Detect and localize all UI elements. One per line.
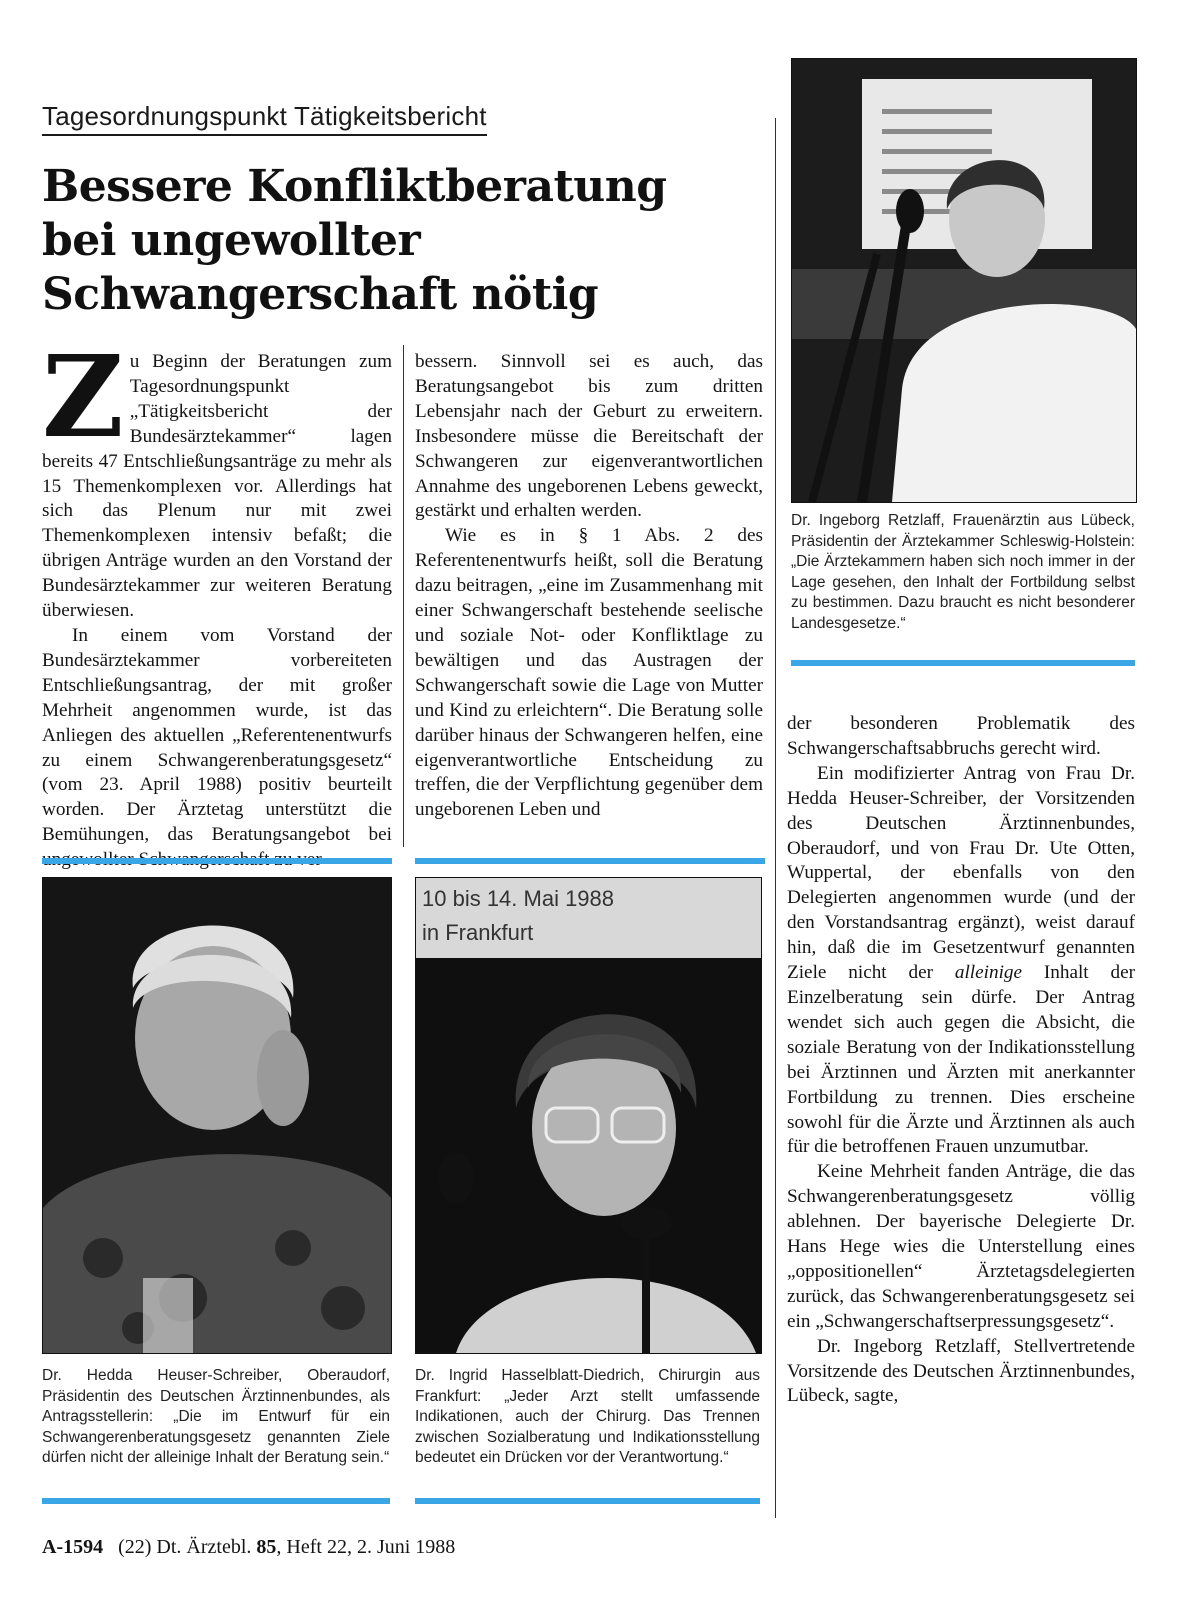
photo-hasselblatt-diedrich <box>415 877 762 1354</box>
caption-heuser-schreiber: Dr. Hedda Heuser-Schreiber, Oberaudorf, Präsidentin des Deutschen Ärztinnenbundes, als Antragsstellerin: „Die im Entwurf für ein Schwangerenberatungsgesetz genannten Ziele dürfen nicht der alleinige Inhalt der Beratung sein.“ <box>42 1367 390 1467</box>
footer-citation: (22) Dt. Ärztebl. <box>118 1536 257 1558</box>
page-number: A-1594 <box>42 1536 104 1558</box>
volume-number: 85 <box>256 1536 277 1558</box>
paragraph: u Beginn der Beratungen zum Tagesordnungspunkt „Tätigkeitsbericht der Bundesärztekammer“ lagen bereits 47 Entschließungsanträge zu mehr als 15 Themenkomplexen vor. Allerdings hat sich das Plenum nur mit zwei Themenkomplexen intensiv befaßt; die übrigen Anträge wurden an den Vorstand der Bundesärztekammer zur weiteren Beratung überwiesen. <box>42 351 392 622</box>
photo-retzlaff <box>791 58 1137 503</box>
article-column-3 <box>787 712 1135 1409</box>
headline-line-2: bei ungewollter <box>42 215 421 266</box>
emphasis: alleinige <box>954 962 1023 984</box>
column-divider <box>775 118 776 1518</box>
caption-retzlaff: Dr. Ingeborg Retzlaff, Frauenärztin aus Lübeck, Präsidentin der Ärztekammer Schleswig-Holstein: „Die Ärztekammern haben sich noch immer in der Lage gesehen, den Inhalt der Fortbildung selbst zu bestimmen. Dazu braucht es nicht besonderer Landesgesetze.“ <box>791 512 1135 632</box>
paragraph: Wie es in § 1 Abs. 2 des Referentenentwurfs heißt, soll die Beratung dazu beitragen, „eine im Zusammenhang mit einer Schwangerschaft bestehende seelische und soziale Not- oder Konfliktlage zu bewältigen und das Austragen der Schwangerschaft sowie die Lage von Mutter und Kind zu erleichtern“. Die Beratung solle darüber hinaus der Schwangeren helfen, eine eigenverantwortliche Entscheidung zu treffen, die der Verpflichtung gegenüber dem ungeborenen Leben und <box>415 525 763 821</box>
accent-rule <box>791 660 1135 666</box>
paragraph: bessern. Sinnvoll sei es auch, das Beratungsangebot bis zum dritten Lebensjahr nach der Geburt zu erweitern. Insbesondere müsse die Bereitschaft der Schwangeren zur eigenverantwortlichen Annahme des ungeborenen Lebens geweckt, gestärkt und erhalten werden. <box>415 351 763 522</box>
section-kicker: Tagesordnungspunkt Tätigkeitsbericht <box>42 101 487 136</box>
photo-banner-line-2: in Frankfurt <box>422 920 534 945</box>
paragraph: Keine Mehrheit fanden Anträge, die das Schwangerenberatungsgesetz völlig ablehnen. Der bayerische Delegierte Dr. Hans Hege wies die Unterstellung eines „oppositionellen“ Ärztetagsdelegierten zurück, das Schwangerenberatungsgesetz sei ein „Schwangerschaftserpressungsgesetz“. <box>787 1161 1135 1332</box>
page-footer <box>42 1536 455 1559</box>
accent-rule <box>42 1498 390 1504</box>
accent-rule <box>415 1498 760 1504</box>
paragraph: Ein modifizierter Antrag von Frau Dr. Hedda Heuser-Schreiber, der Vorsitzenden des Deutschen Ärztinnenbundes, Oberaudorf, und von Frau Dr. Ute Otten, Wuppertal, der ebenfalls von den Delegierten angenommen wurde (und der den Vorstandsantrag ergänzt), weist darauf hin, daß die im Gesetzentwurf genannten Ziele nicht der alleinige Inhalt der Einzelberatung sein dürfe. Der Antrag wendet sich auch gegen die Absicht, die soziale Beratung von der Indikationsstellung bei Ärztinnen und Ärzten mit anerkannter Fortbildung zu trennen. Dies erscheine sowohl für die Ärzte und Ärztinnen als auch für die betroffenen Frauen unzumutbar. <box>787 762 1135 1158</box>
paragraph: Dr. Ingeborg Retzlaff, Stellvertretende Vorsitzende des Deutschen Ärztinnenbundes, Lübeck, sagte, <box>787 1335 1135 1407</box>
accent-rule <box>42 858 392 864</box>
footer-issue: , Heft 22, 2. Juni 1988 <box>276 1536 456 1558</box>
headline-line-1: Bessere Konfliktberatung <box>42 161 667 212</box>
drop-cap: Z <box>42 332 124 463</box>
headline-line-3: Schwangerschaft nötig <box>42 269 599 320</box>
photo-banner-line-1: 10 bis 14. Mai 1988 <box>422 886 615 911</box>
caption-hasselblatt-diedrich: Dr. Ingrid Hasselblatt-Diedrich, Chirurgin aus Frankfurt: „Jeder Arzt stellt umfassende Indikationen, auch der Chirurg. Das Trennen zwischen Sozialberatung und Indikationsstellung bedeutet ein Drücken vor der Verantwortung.“ <box>415 1367 760 1467</box>
photo-heuser-schreiber <box>42 877 392 1354</box>
headline <box>42 160 762 322</box>
accent-rule <box>415 858 765 864</box>
paragraph: der besonderen Problematik des Schwangerschaftsabbruchs gerecht wird. <box>787 713 1135 759</box>
column-divider <box>403 345 404 847</box>
article-column-2 <box>415 350 763 823</box>
article-column-1 <box>42 332 392 873</box>
paragraph: In einem vom Vorstand der Bundesärztekammer vorbereiteten Entschließungsantrag, der mit großer Mehrheit angenommen wurde, ist das Anliegen des aktuellen „Referentenentwurfs zu einem Schwangerenberatungsgesetz“ (vom 23. April 1988) positiv beurteilt worden. Der Ärztetag unterstützt die Bemühungen, das Beratungsangebot bei <box>42 624 392 846</box>
